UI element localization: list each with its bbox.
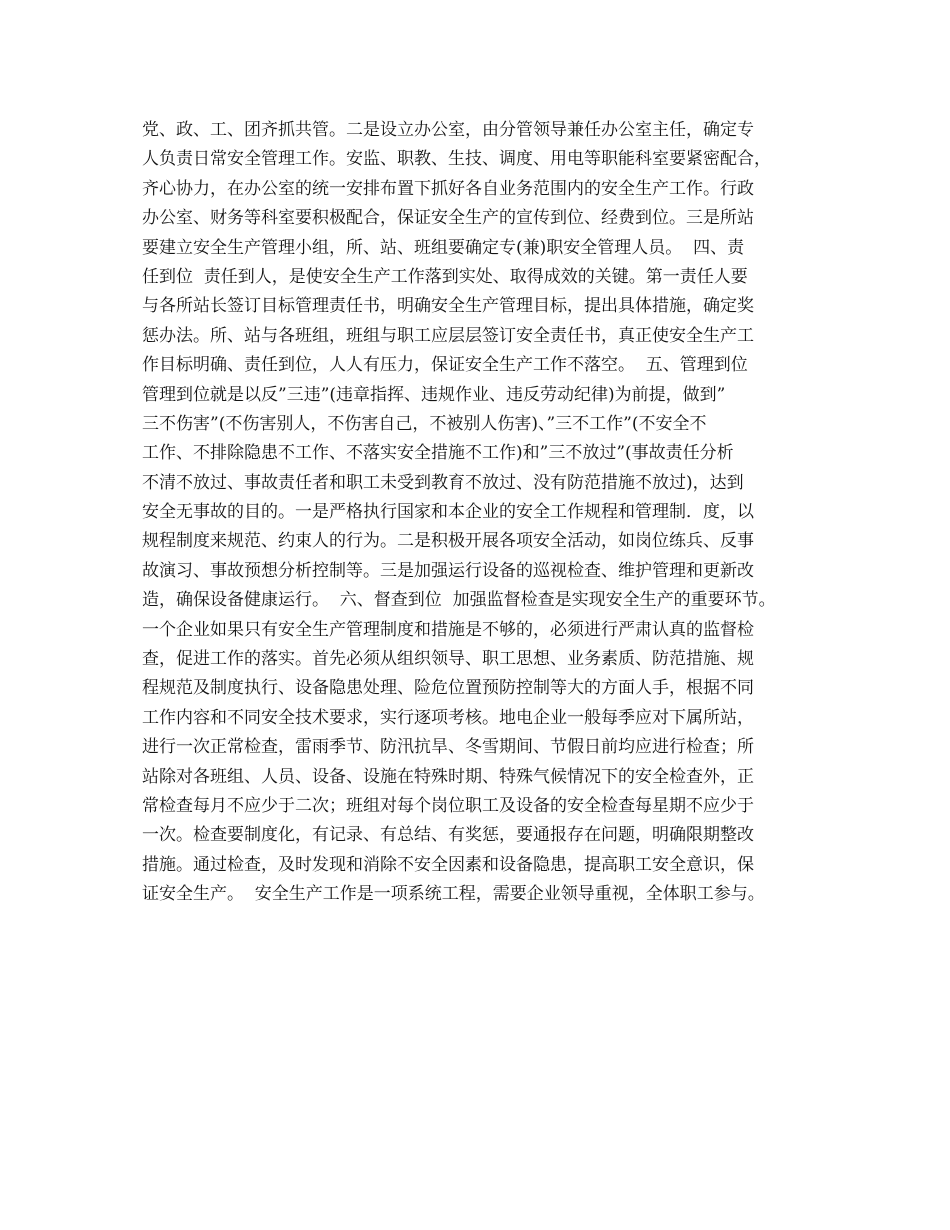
text-line: 要建立安全生产管理小组，所、站、班组要确定专(兼)职安全管理人员。 四、责 <box>142 237 745 258</box>
text-line: 任到位 责任到人，是使安全生产工作落到实处、取得成效的关键。第一责任人要 <box>142 266 748 287</box>
text-line: 进行一次正常检查，雷雨季节、防汛抗旱、冬雪期间、节假日前均应进行检查；所 <box>142 737 754 758</box>
text-line: 三不伤害”(不伤害别人，不伤害自己，不被别人伤害)、”三不工作”(不安全不 <box>142 413 707 434</box>
text-line: 党、政、工、团齐抓共管。二是设立办公室，由分管领导兼任办公室主任，确定专 <box>142 120 754 140</box>
text-line: 措施。通过检查，及时发现和消除不安全因素和设备隐患，提高职工安全意识，保 <box>142 854 754 875</box>
text-line: 一次。检查要制度化，有记录、有总结、有奖惩，要通报存在问题，明确限期整改 <box>142 825 754 846</box>
text-line: 故演习、事故预想分析控制等。三是加强运行设备的巡视检查、维护管理和更新改 <box>142 560 754 581</box>
text-line: 站除对各班组、人员、设备、设施在特殊时期、特殊气候情况下的安全检查外，正 <box>142 766 754 787</box>
text-line: 查，促进工作的落实。首先必须从组织领导、职工思想、业务素质、防范措施、规 <box>142 649 754 670</box>
text-line: 与各所站长签订目标管理责任书，明确安全生产管理目标，提出具体措施，确定奖 <box>142 296 754 317</box>
text-line: 工作、不排除隐患不工作、不落实安全措施不工作)和”三不放过”(事故责任分析 <box>142 443 734 464</box>
text-line: 作目标明确、责任到位，人人有压力，保证安全生产工作不落空。 五、管理到位 <box>142 355 748 376</box>
text-line: 一个企业如果只有安全生产管理制度和措施是不够的，必须进行严肃认真的监督检 <box>142 619 754 640</box>
text-line: 办公室、财务等科室要积极配合，保证安全生产的宣传到位、经费到位。三是所站 <box>142 208 754 229</box>
text-line: 安全无事故的目的。一是严格执行国家和本企业的安全工作规程和管理制．度，以 <box>142 502 754 523</box>
text-line: 管理到位就是以反”三违”(违章指挥、违规作业、违反劳动纪律)为前提，做到” <box>142 384 726 405</box>
text-line: 工作内容和不同安全技术要求，实行逐项考核。地电企业一般每季应对下属所站， <box>142 707 754 728</box>
text-line: 造，确保设备健康运行。 六、督查到位 加强监督检查是实现安全生产的重要环节。 <box>142 590 776 611</box>
text-line: 齐心协力，在办公室的统一安排布置下抓好各自业务范围内的安全生产工作。行政 <box>142 178 754 199</box>
text-line: 人负责日常安全管理工作。安监、职教、生技、调度、用电等职能科室要紧密配合， <box>142 149 771 170</box>
text-line: 不清不放过、事故责任者和职工未受到教育不放过、没有防范措施不放过)，达到 <box>142 472 744 493</box>
body-text <box>142 116 842 910</box>
text-line: 证安全生产。 安全生产工作是一项系统工程，需要企业领导重视，全体职工参与。 <box>142 884 765 905</box>
text-line: 程规范及制度执行、设备隐患处理、险危位置预防控制等大的方面人手，根据不同 <box>142 678 754 699</box>
text-line: 常检查每月不应少于二次；班组对每个岗位职工及设备的安全检查每星期不应少于 <box>142 795 754 816</box>
text-line: 惩办法。所、站与各班组，班组与职工应层层签订安全责任书，真正使安全生产工 <box>142 325 754 346</box>
text-line: 规程制度来规范、约束人的行为。二是积极开展各项安全活动，如岗位练兵、反事 <box>142 531 754 552</box>
